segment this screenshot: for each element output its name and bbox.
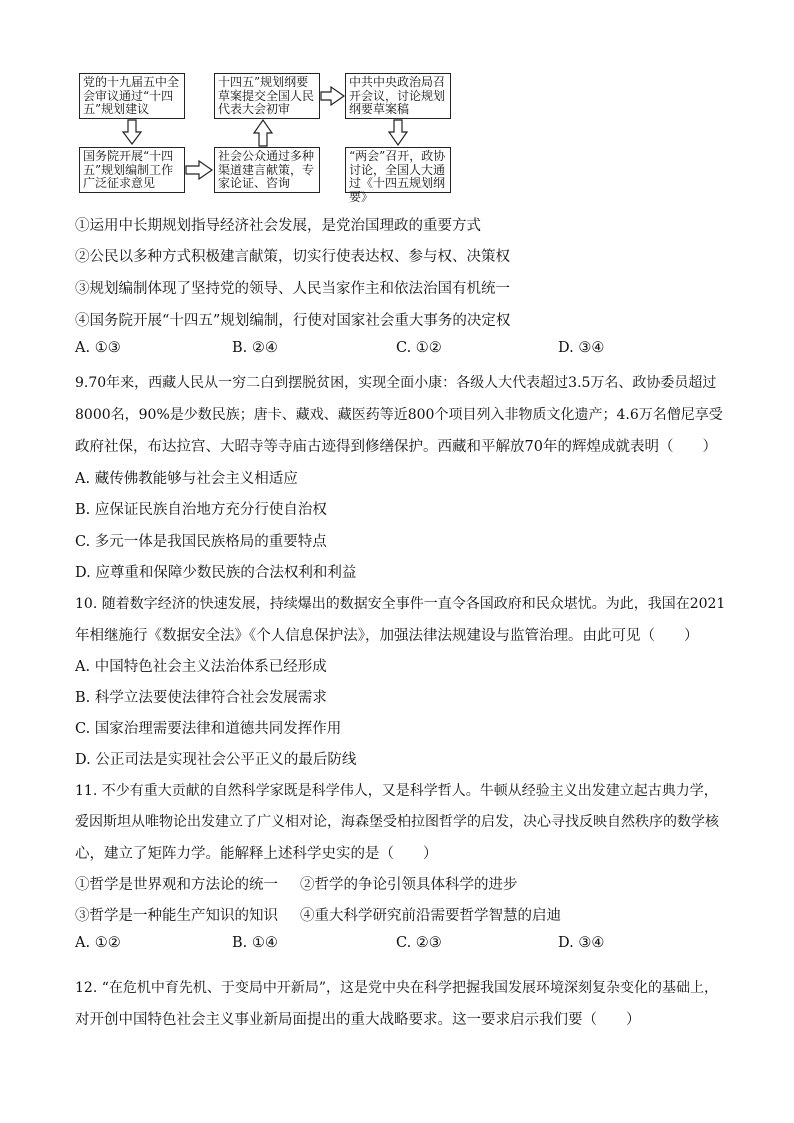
q8-option-d: D. ③④ <box>558 340 605 356</box>
q11-option-d: D. ③④ <box>558 935 605 951</box>
q9-option-c: C. 多元一体是我国民族格局的重要特点 <box>75 534 327 550</box>
q8-statement-2: ②公民以多种方式积极建言献策，切实行使表达权、参与权、决策权 <box>75 249 510 265</box>
arrow-right-icon <box>186 161 212 179</box>
flow-box-two-sessions: “两会”召开，政协讨论，全国人大通过《十四五规划纲要》 <box>345 147 451 193</box>
q11-option-a: A. ①② <box>75 935 121 951</box>
q9-stem-line-1: 9.70年来，西藏人民从一穷二白到摆脱贫困，实现全面小康：各级人大代表超过3.5万名、政协委员超过 <box>75 375 717 391</box>
q8-option-a: A. ①③ <box>75 340 121 356</box>
q9-stem-line-2: 8000名，90%是少数民族；唐卡、藏戏、藏医药等近800个项目列入非物质文化遗产；4.6万名僧尼享受 <box>75 407 723 423</box>
arrow-right-icon <box>321 87 344 105</box>
q10-stem-line-1: 10. 随着数字经济的快速发展，持续爆出的数据安全事件一直令各国政府和民众堪忧。为此，我国在2021 <box>75 596 726 612</box>
q8-option-c: C. ①② <box>396 340 442 356</box>
q8-statement-3: ③规划编制体现了坚持党的领导、人民当家作主和依法治国有机统一 <box>75 281 510 297</box>
flow-box-npc-review: 十四五”规划纲要草案提交全国人民代表大会初审 <box>214 73 320 119</box>
arrow-up-icon <box>254 120 272 146</box>
q10-option-a: A. 中国特色社会主义法治体系已经形成 <box>75 659 327 675</box>
q8-statement-1: ①运用中长期规划指导经济社会发展，是党治国理政的重要方式 <box>75 218 481 234</box>
q8-statement-4: ④国务院开展“十四五”规划编制，行使对国家社会重大事务的决定权 <box>75 313 511 329</box>
q11-statement-1: ①哲学是世界观和方法论的统一 <box>75 877 278 893</box>
q10-option-b: B. 科学立法要使法律符合社会发展需求 <box>75 690 327 706</box>
q9-option-d: D. 应尊重和保障少数民族的合法权利和利益 <box>75 565 357 581</box>
flow-box-state-council: 国务院开展“十四五”规划编制工作广泛征求意见 <box>79 147 185 193</box>
q9-option-a: A. 藏传佛教能够与社会主义相适应 <box>75 471 298 487</box>
q11-statement-4: ④重大科学研究前沿需要哲学智慧的启迪 <box>300 908 561 924</box>
q10-option-d: D. 公正司法是实现社会公平正义的最后防线 <box>75 752 357 768</box>
q11-option-b: B. ①④ <box>232 935 278 951</box>
q9-option-b: B. 应保证民族自治地方充分行使自治权 <box>75 502 327 518</box>
q10-option-c: C. 国家治理需要法律和道德共同发挥作用 <box>75 721 342 737</box>
q9-stem-line-3: 政府社保，布达拉宫、大昭寺等寺庙古迹得到修缮保护。西藏和平解放70年的辉煌成就表明（ ） <box>75 439 717 455</box>
q11-stem-line-2: 爱因斯坦从唯物论出发建立了广义相对论，海森堡受柏拉图哲学的启发，决心寻找反映自然秩序的数学核 <box>75 814 719 830</box>
arrow-down-icon <box>123 120 141 144</box>
arrow-down-icon <box>389 120 407 145</box>
q11-stem-line-3: 心，建立了矩阵力学。能解释上述科学史实的是（ ） <box>75 846 438 862</box>
q11-statement-3: ③哲学是一种能生产知识的知识 <box>75 908 278 924</box>
q8-option-b: B. ②④ <box>232 340 278 356</box>
flow-box-public-suggestions: 社会公众通过多种渠道建言献策，专家论证、咨询 <box>214 147 320 193</box>
flow-box-plenary-review: 党的十九届五中全会审议通过“十四五”规划建议 <box>79 73 185 119</box>
q10-stem-line-2: 年相继施行《数据安全法》《个人信息保护法》，加强法律法规建设与监管治理。由此可见（ ） <box>75 628 699 644</box>
q12-stem-line-1: 12. “在危机中育先机、于变局中开新局”，这是党中央在科学把握我国发展环境深刻复杂变化的基础上， <box>75 980 719 996</box>
q11-option-c: C. ②③ <box>396 935 442 951</box>
q11-statement-2: ②哲学的争论引领具体科学的进步 <box>300 877 518 893</box>
flow-box-politburo-meeting: 中共中央政治局召开会议，讨论规划纲要草案稿 <box>345 73 451 119</box>
q11-stem-line-1: 11. 不少有重大贡献的自然科学家既是科学伟人，又是科学哲人。牛顿从经验主义出发建立起古典力学， <box>75 783 718 799</box>
q12-stem-line-2: 对开创中国特色社会主义事业新局面提出的重大战略要求。这一要求启示我们要（ ） <box>75 1012 641 1028</box>
